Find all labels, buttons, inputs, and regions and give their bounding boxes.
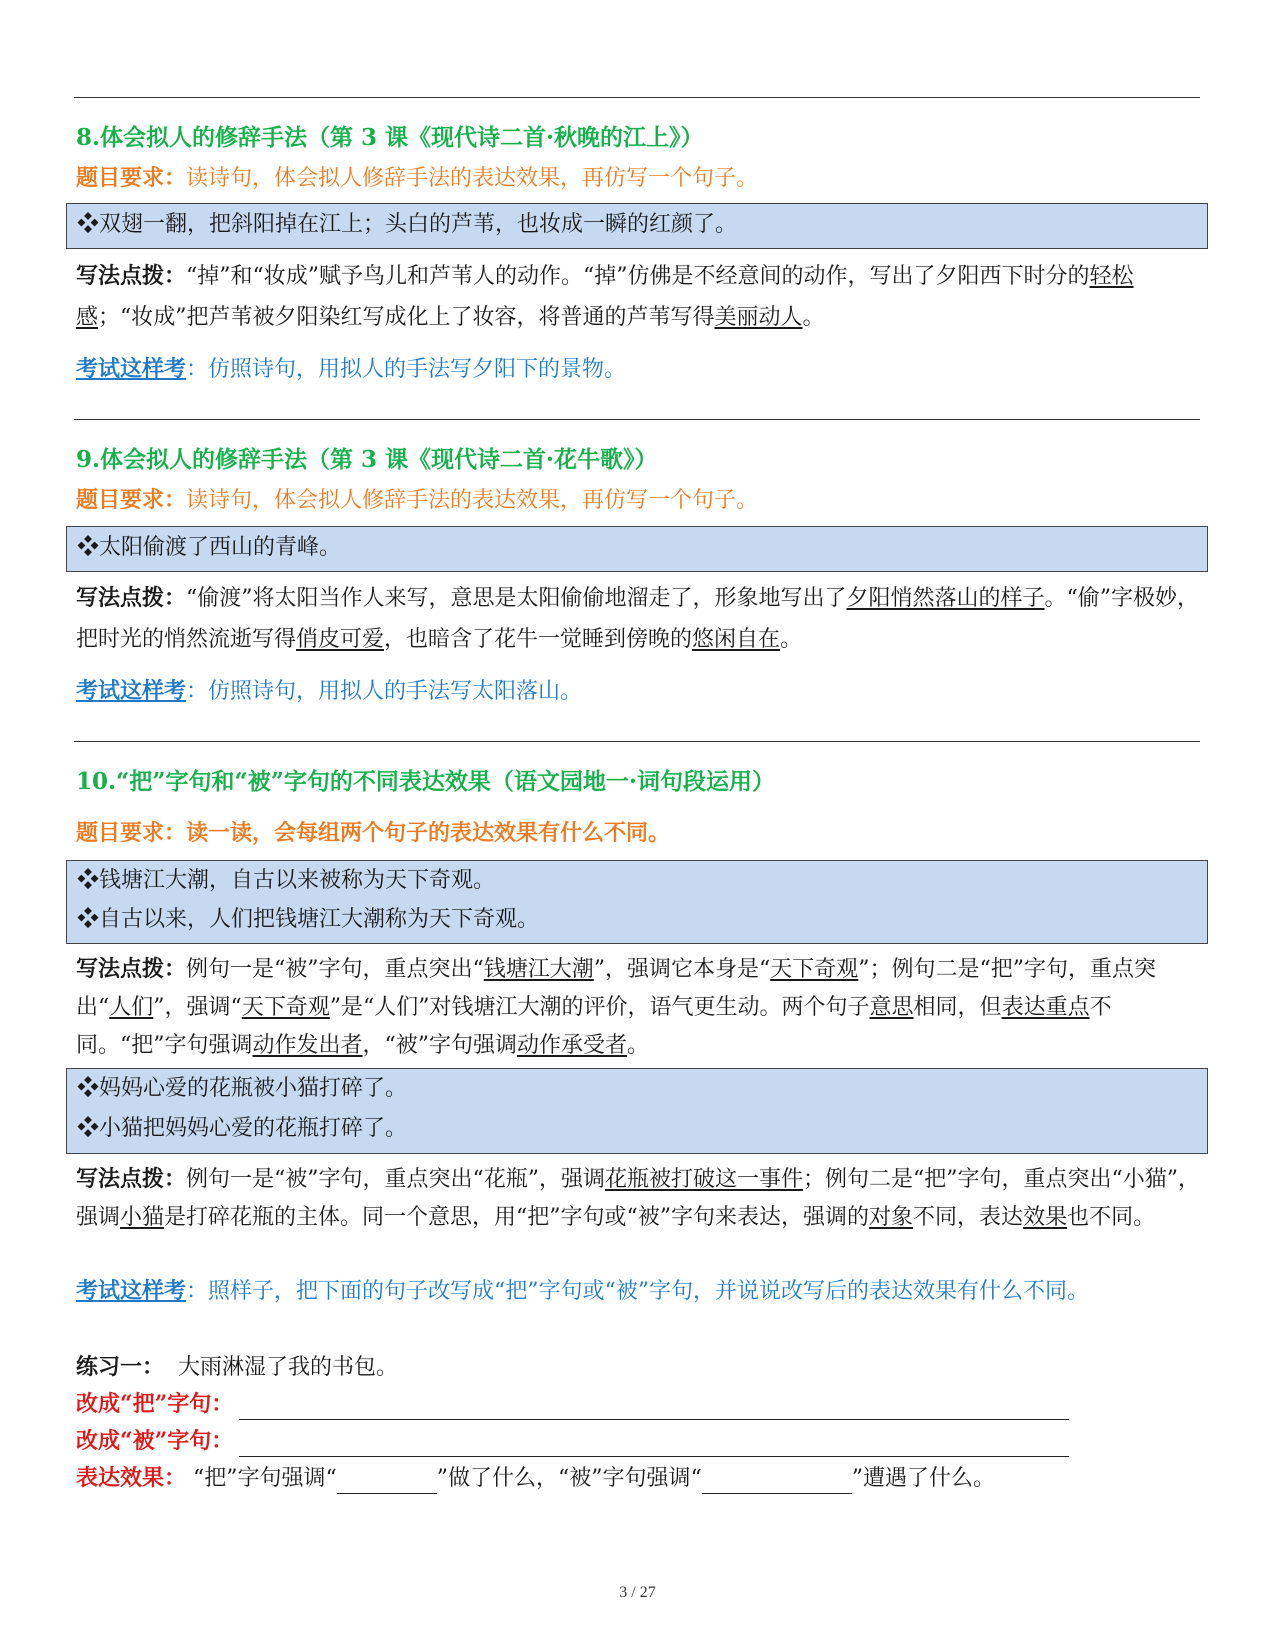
tip-underline: 动作发出者	[252, 1033, 363, 1058]
tip-underline: 人们	[109, 995, 154, 1020]
effect-blank-2[interactable]	[702, 1471, 852, 1494]
tip-text: ；“妆成”把芦苇被夕阳染红写成化上了妆容，将普通的芦苇写得	[98, 305, 715, 330]
example-sentence: ❖自古以来，人们把钱塘江大潮称为天下奇观。	[77, 907, 540, 932]
section-8-exam	[76, 354, 626, 385]
effect-text: ”做了什么，“被”字句强调“	[436, 1466, 702, 1491]
tip-text: ”，强调它本身是“	[593, 957, 771, 982]
tip-text: ”是“人们”对钱塘江大潮的评价，语气更生动。两个句子	[329, 995, 870, 1020]
section-8-example-box	[66, 203, 1208, 249]
effect-blank-1[interactable]	[337, 1471, 437, 1494]
tip-underline: 美丽动人	[714, 305, 803, 330]
exam-text: ：仿照诗句，用拟人的手法写夕阳下的景物。	[186, 357, 627, 382]
section-8-requirement	[76, 163, 758, 194]
tip-label: 写法点拨：	[76, 1166, 187, 1192]
exam-text: ：照样子，把下面的句子改写成“把”字句或“被”字句，并说说改写后的表达效果有什么不同。	[186, 1279, 1090, 1304]
divider	[74, 419, 1200, 420]
tip-text: 例句一是“被”字句，重点突出“花瓶”，强调	[186, 1167, 606, 1192]
requirement-text: 读诗句，体会拟人修辞手法的表达效果，再仿写一个句子。	[186, 166, 759, 191]
tip-text: 。	[802, 305, 825, 330]
requirement-label: 题目要求：	[76, 487, 187, 513]
divider	[74, 97, 1200, 98]
example-sentence: ❖太阳偷渡了西山的青峰。	[77, 535, 342, 560]
tip-text: ，“被”字句强调	[362, 1033, 518, 1058]
tip-underline: 天下奇观	[770, 957, 859, 982]
example-sentence: ❖小猫把妈妈心爱的花瓶打碎了。	[77, 1116, 408, 1141]
bei-sentence-row	[76, 1426, 1069, 1457]
tip-text: “偷渡”将太阳当作人来写，意思是太阳偷偷地溜走了，形象地写出了	[186, 586, 847, 611]
tip-text: “掉”和“妆成”赋予鸟儿和芦苇人的动作。“掉”仿佛是不经意间的动作，写出了夕阳西下时分的	[186, 264, 1090, 289]
requirement-text: 读诗句，体会拟人修辞手法的表达效果，再仿写一个句子。	[186, 488, 759, 513]
tip-text: 是打碎花瓶的主体。同一个意思，用“把”字句或“被”字句来表达，强调的	[164, 1205, 870, 1230]
example-sentence: ❖双翅一翻，把斜阳掉在江上；头白的芦苇，也妆成一瞬的红颜了。	[77, 212, 738, 237]
page-number: 3 / 27	[619, 1584, 656, 1601]
tip-underline: 花瓶被打破这一事件	[605, 1167, 804, 1192]
section-9-requirement	[76, 485, 758, 516]
ba-answer-blank[interactable]	[239, 1397, 1069, 1420]
exam-text: ：仿照诗句，用拟人的手法写太阳落山。	[186, 679, 583, 704]
tip-text: ；例句二是“把”字句，重点突出“小猫”，强调	[76, 1167, 1201, 1230]
ba-label: 改成“把”字句：	[76, 1391, 234, 1417]
section-9-tip	[76, 578, 1206, 660]
tip-text: 也不同。	[1067, 1205, 1156, 1230]
effect-row	[76, 1463, 995, 1494]
tip-text: 例句一是“被”字句，重点突出“	[186, 957, 484, 982]
tip-text: 。	[780, 627, 803, 652]
tip-underline: 天下奇观	[241, 995, 330, 1020]
section-10-tip-1	[76, 950, 1206, 1065]
exam-label: 考试这样考	[76, 678, 187, 704]
tip-text: 。“偷”字极妙，把时光的悄然流逝写得	[76, 586, 1200, 652]
bei-answer-blank[interactable]	[239, 1434, 1069, 1457]
tip-label: 写法点拨：	[76, 585, 187, 611]
tip-text: ”；例句二是“把”字句，重点突出“	[76, 957, 1157, 1020]
section-10-exam	[76, 1273, 1206, 1310]
section-8-title: 8.体会拟人的修辞手法（第 3 课《现代诗二首·秋晚的江上》）	[76, 124, 704, 151]
effect-text: “把”字句强调“	[193, 1466, 337, 1491]
section-9-title: 9.体会拟人的修辞手法（第 3 课《现代诗二首·花牛歌》）	[76, 446, 658, 473]
requirement-label: 题目要求：	[76, 165, 187, 191]
section-8-tip	[76, 256, 1206, 338]
section-9-example-box	[66, 526, 1208, 572]
tip-underline: 夕阳悄然落山的样子	[846, 586, 1045, 611]
bei-label: 改成“被”字句：	[76, 1428, 234, 1454]
tip-text: 。	[627, 1033, 650, 1058]
exam-label: 考试这样考	[76, 356, 187, 382]
effect-text: ”遭遇了什么。	[851, 1466, 996, 1491]
tip-underline: 悠闲自在	[692, 627, 781, 652]
exercise-one	[76, 1352, 398, 1383]
section-10-requirement: 题目要求：读一读，会每组两个句子的表达效果有什么不同。	[76, 820, 671, 846]
tip-text: 不同，表达	[913, 1205, 1024, 1230]
tip-underline: 俏皮可爱	[296, 627, 385, 652]
tip-underline: 对象	[869, 1205, 914, 1230]
tip-label: 写法点拨：	[76, 263, 187, 289]
section-10-example-box-1	[66, 860, 1208, 944]
effect-label: 表达效果：	[76, 1465, 187, 1491]
exam-label: 考试这样考	[76, 1278, 187, 1304]
tip-text: ，也暗含了花牛一觉睡到傍晚的	[384, 627, 693, 652]
tip-underline: 轻松感	[76, 264, 1134, 330]
section-10-title: 10.“把”字句和“被”字句的不同表达效果（语文园地一·词句段运用）	[76, 768, 775, 795]
section-10-example-box-2	[66, 1068, 1208, 1154]
tip-underline: 意思	[869, 995, 914, 1020]
ba-sentence-row	[76, 1389, 1069, 1420]
tip-underline: 钱塘江大潮	[483, 957, 594, 982]
example-sentence: ❖妈妈心爱的花瓶被小猫打碎了。	[77, 1076, 408, 1101]
tip-text: 相同，但	[913, 995, 1002, 1020]
tip-label: 写法点拨：	[76, 956, 187, 982]
tip-underline: 效果	[1023, 1205, 1068, 1230]
tip-text: 不同。“把”字句强调	[76, 995, 1112, 1058]
exercise-label: 练习一：	[76, 1354, 165, 1380]
divider	[74, 741, 1200, 742]
section-9-exam	[76, 676, 582, 707]
tip-underline: 小猫	[120, 1205, 165, 1230]
tip-underline: 表达重点	[1001, 995, 1090, 1020]
section-10-tip-2	[76, 1160, 1206, 1237]
tip-text: ”，强调“	[153, 995, 242, 1020]
tip-underline: 动作承受者	[517, 1033, 628, 1058]
example-sentence: ❖钱塘江大潮，自古以来被称为天下奇观。	[77, 868, 496, 893]
exercise-sentence: 大雨淋湿了我的书包。	[178, 1355, 399, 1380]
